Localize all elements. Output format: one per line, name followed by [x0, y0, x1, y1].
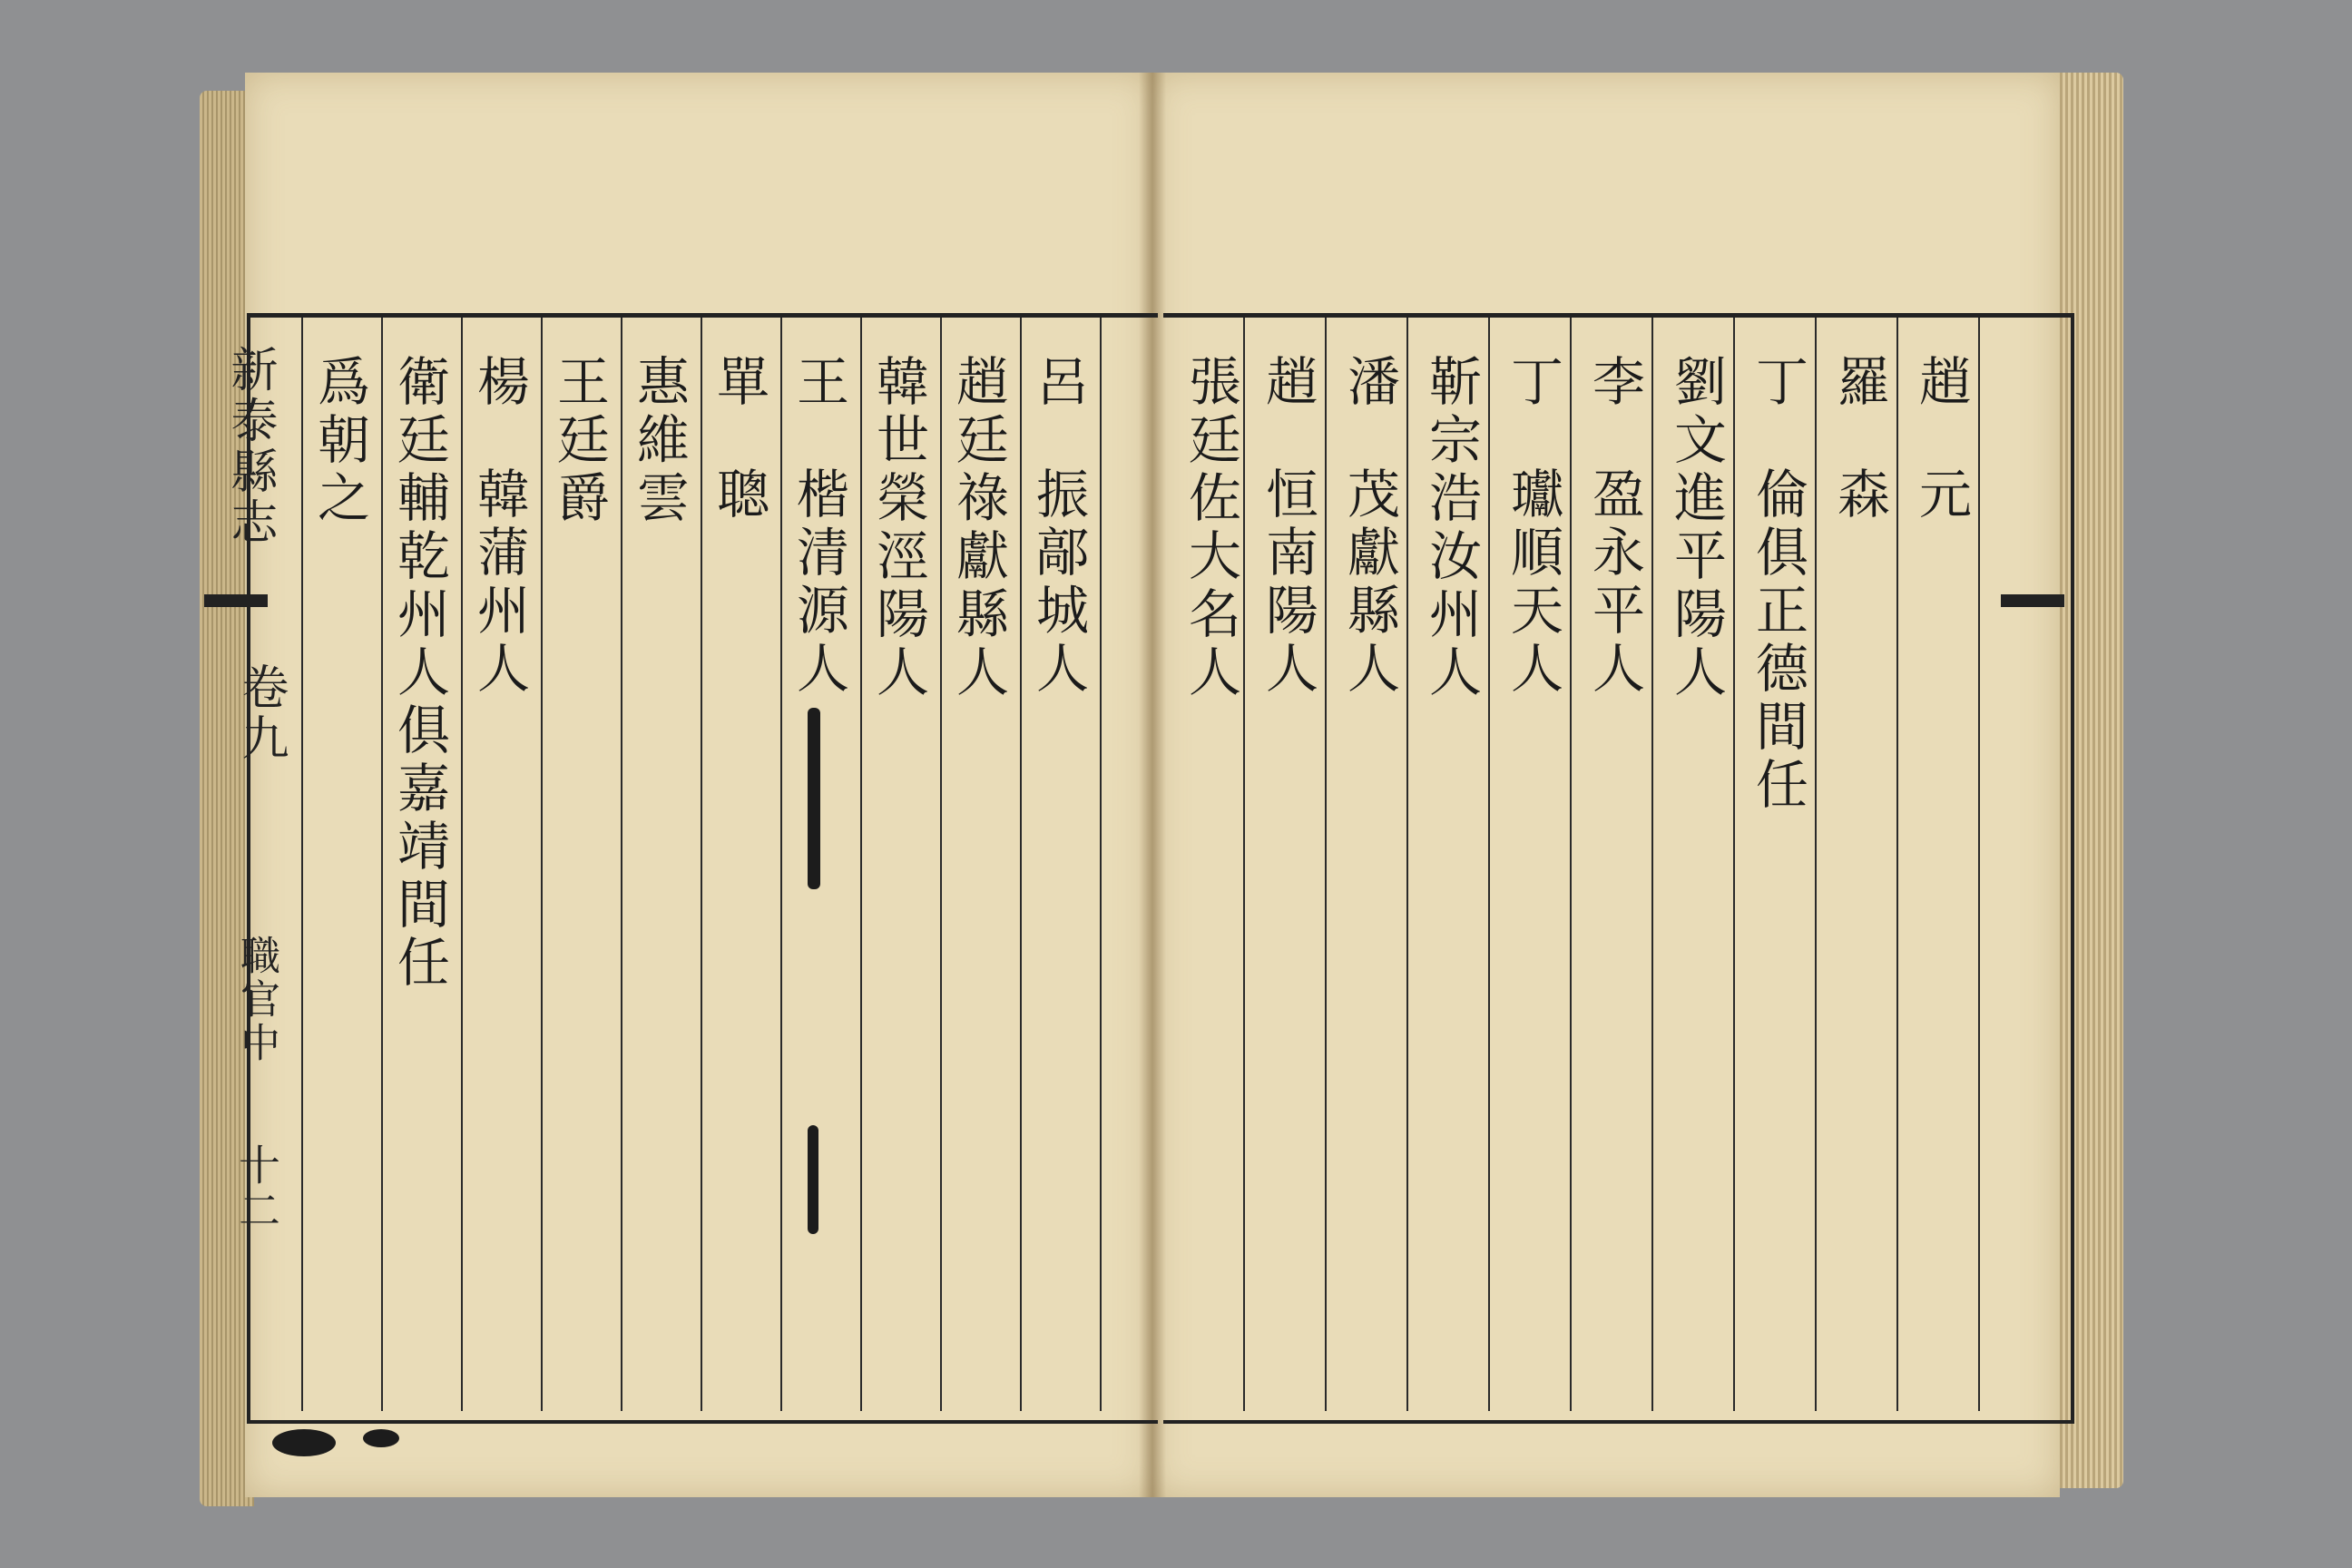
column-rule: [1325, 318, 1327, 1411]
text-column: [1257, 354, 1318, 699]
column-rest: 元: [1910, 466, 1972, 524]
text-column: [1420, 354, 1482, 702]
column-rest: 大名人: [1180, 528, 1241, 702]
column-head: 靳宗浩: [1420, 354, 1482, 528]
text-column: [388, 354, 450, 993]
column-head: 王廷爵: [548, 354, 610, 528]
column-head: 丁: [1747, 354, 1808, 412]
text-column: [628, 354, 690, 528]
column-rule: [1978, 318, 1980, 1411]
column-head: 呂: [1027, 354, 1089, 412]
fishtail-mark-right: [2001, 594, 2064, 607]
text-column: [1828, 354, 1890, 524]
column-rule: [621, 318, 622, 1411]
banxin-volume: 卷九: [233, 662, 288, 764]
column-rest: 倫俱正德間任: [1747, 466, 1808, 815]
column-rule: [1100, 318, 1102, 1411]
column-rest: 韓蒲州人: [468, 466, 530, 699]
text-column: [1747, 354, 1808, 815]
column-rest: 平陽人: [1665, 528, 1727, 702]
text-column: [548, 354, 610, 528]
column-head: 趙廷祿: [947, 354, 1009, 528]
column-head: 楊: [468, 354, 530, 412]
column-rule: [1651, 318, 1653, 1411]
text-column: [708, 354, 769, 524]
column-rule: [1815, 318, 1817, 1411]
ink-blot: [363, 1429, 399, 1447]
column-rule: [1733, 318, 1735, 1411]
column-rest: 瓛順天人: [1502, 466, 1563, 699]
column-rule: [301, 318, 303, 1411]
open-book: [200, 64, 2123, 1515]
column-head: 趙: [1910, 354, 1972, 412]
column-rule: [940, 318, 942, 1411]
column-rule: [1406, 318, 1408, 1411]
text-column: [1910, 354, 1972, 524]
fishtail-mark-left: [204, 594, 268, 607]
column-rest: 乾州人俱嘉靖間任: [388, 528, 450, 993]
column-head: 衛廷輔: [388, 354, 450, 528]
text-column: [788, 354, 849, 699]
column-head: 趙: [1257, 354, 1318, 412]
column-rule: [381, 318, 383, 1411]
column-rest: 涇陽人: [867, 528, 929, 702]
column-head: 王: [788, 354, 849, 412]
column-rest: 茂獻縣人: [1338, 466, 1400, 699]
column-head: 潘: [1338, 354, 1400, 412]
column-head: 惠維雲: [628, 354, 690, 528]
text-column: [468, 354, 530, 699]
column-rest: 聰: [708, 466, 769, 524]
column-rule: [541, 318, 543, 1411]
column-head: 韓世榮: [867, 354, 929, 528]
text-column: [309, 354, 370, 528]
column-rule: [701, 318, 702, 1411]
column-rest: 楷清源人: [788, 466, 849, 699]
column-rule: [1570, 318, 1572, 1411]
text-column: [1583, 354, 1645, 699]
column-rest: 森: [1828, 466, 1890, 524]
text-column: [947, 354, 1009, 702]
text-column: [1180, 354, 1241, 702]
column-rule: [1488, 318, 1490, 1411]
column-rest: 振鄗城人: [1027, 466, 1089, 699]
column-rest: 獻縣人: [947, 528, 1009, 702]
banxin-title: 新泰縣志: [222, 345, 277, 548]
column-rest: 汝州人: [1420, 528, 1482, 702]
column-rule: [860, 318, 862, 1411]
column-rule: [1243, 318, 1245, 1411]
column-head: 單: [708, 354, 769, 412]
column-head: 李: [1583, 354, 1645, 412]
column-head: 爲朝之: [309, 354, 370, 528]
column-rule: [780, 318, 782, 1411]
ink-blot: [808, 708, 820, 889]
column-rule: [461, 318, 463, 1411]
ink-blot: [272, 1429, 336, 1456]
column-rest: 恒南陽人: [1257, 466, 1318, 699]
text-column: [867, 354, 929, 702]
column-rest: 盈永平人: [1583, 466, 1645, 699]
banxin-page-number: 十二: [232, 1143, 281, 1234]
column-head: 劉文進: [1665, 354, 1727, 528]
text-column: [1502, 354, 1563, 699]
ink-blot: [808, 1125, 818, 1234]
column-head: 羅: [1828, 354, 1890, 412]
column-head: 張廷佐: [1180, 354, 1241, 528]
text-column: [1338, 354, 1400, 699]
column-rule: [1020, 318, 1022, 1411]
text-column: [1665, 354, 1727, 702]
column-rule: [1896, 318, 1898, 1411]
text-column: [1027, 354, 1089, 699]
column-head: 丁: [1502, 354, 1563, 412]
banxin-section: 職官中: [233, 935, 279, 1065]
